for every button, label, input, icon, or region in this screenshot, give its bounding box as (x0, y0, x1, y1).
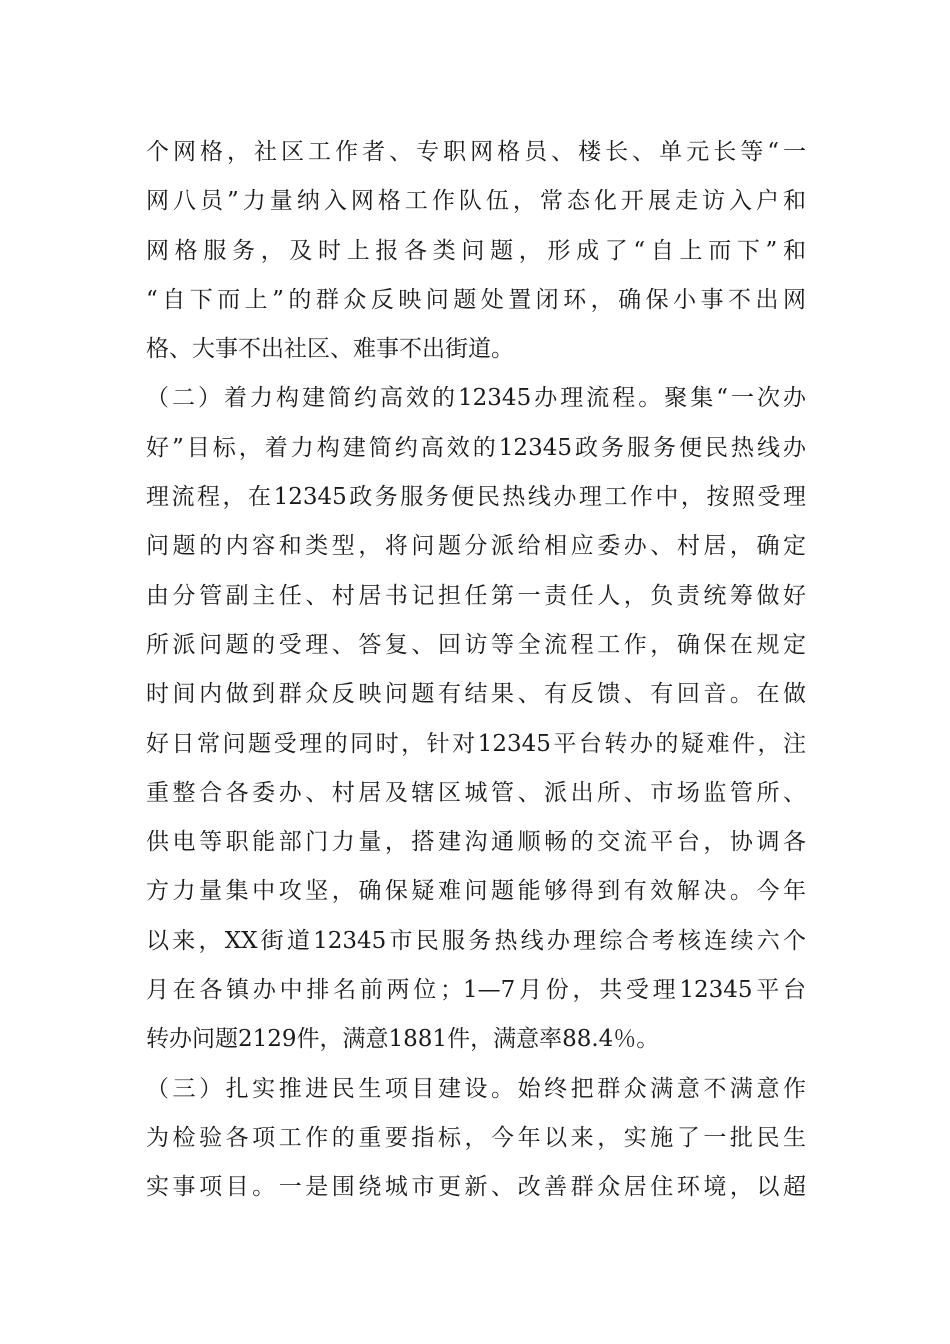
text-line: 好”目标，着力构建简约高效的12345政务服务便民热线办 (146, 434, 806, 461)
text-line: 个网格，社区工作者、专职网格员、楼长、单元长等“一 (146, 139, 806, 165)
document-body (146, 128, 806, 1213)
text-line: 月在各镇办中排名前两位；1—7月份，共受理12345平台 (146, 977, 806, 1004)
text-line: 方力量集中攻坚，确保疑难问题能够得到有效解决。今年 (146, 878, 806, 905)
section-heading-line: （二）着力构建简约高效的12345办理流程。聚集“一次办 (146, 385, 806, 412)
text-line: 为检验各项工作的重要指标，今年以来，实施了一批民生 (146, 1124, 806, 1151)
text-line: 供电等职能部门力量，搭建沟通顺畅的交流平台，协调各 (146, 829, 806, 856)
text-line: 实事项目。一是围绕城市更新、改善群众居住环境，以超 (146, 1174, 806, 1201)
text-line: 网格服务，及时上报各类问题，形成了“自上而下”和 (146, 237, 806, 264)
text-line: 由分管副主任、村居书记担任第一责任人，负责统筹做好 (146, 582, 806, 609)
section-heading-line: （三）扎实推进民生项目建设。始终把群众满意不满意作 (146, 1075, 806, 1102)
text-line: 所派问题的受理、答复、回访等全流程工作，确保在规定 (146, 631, 806, 658)
text-line: 以来，XX街道12345市民服务热线办理综合考核连续六个 (146, 927, 806, 954)
text-line: 好日常问题受理的同时，针对12345平台转办的疑难件，注 (146, 730, 806, 757)
text-line: 转办问题2129件，满意1881件，满意率88.4％。 (146, 1026, 660, 1053)
text-line: 时间内做到群众反映问题有结果、有反馈、有回音。在做 (146, 681, 806, 708)
text-line: 重整合各委办、村居及辖区城管、派出所、市场监管所、 (146, 779, 806, 806)
text-line: 格、大事不出社区、难事不出街道。 (146, 336, 514, 363)
text-line: 理流程，在12345政务服务便民热线办理工作中，按照受理 (146, 484, 806, 511)
text-line: 问题的内容和类型，将问题分派给相应委办、村居，确定 (146, 533, 806, 560)
text-line: 网八员”力量纳入网格工作队伍，常态化开展走访入户和 (146, 188, 806, 215)
text-line: “自下而上”的群众反映问题处置闭环，确保小事不出网 (146, 286, 806, 313)
